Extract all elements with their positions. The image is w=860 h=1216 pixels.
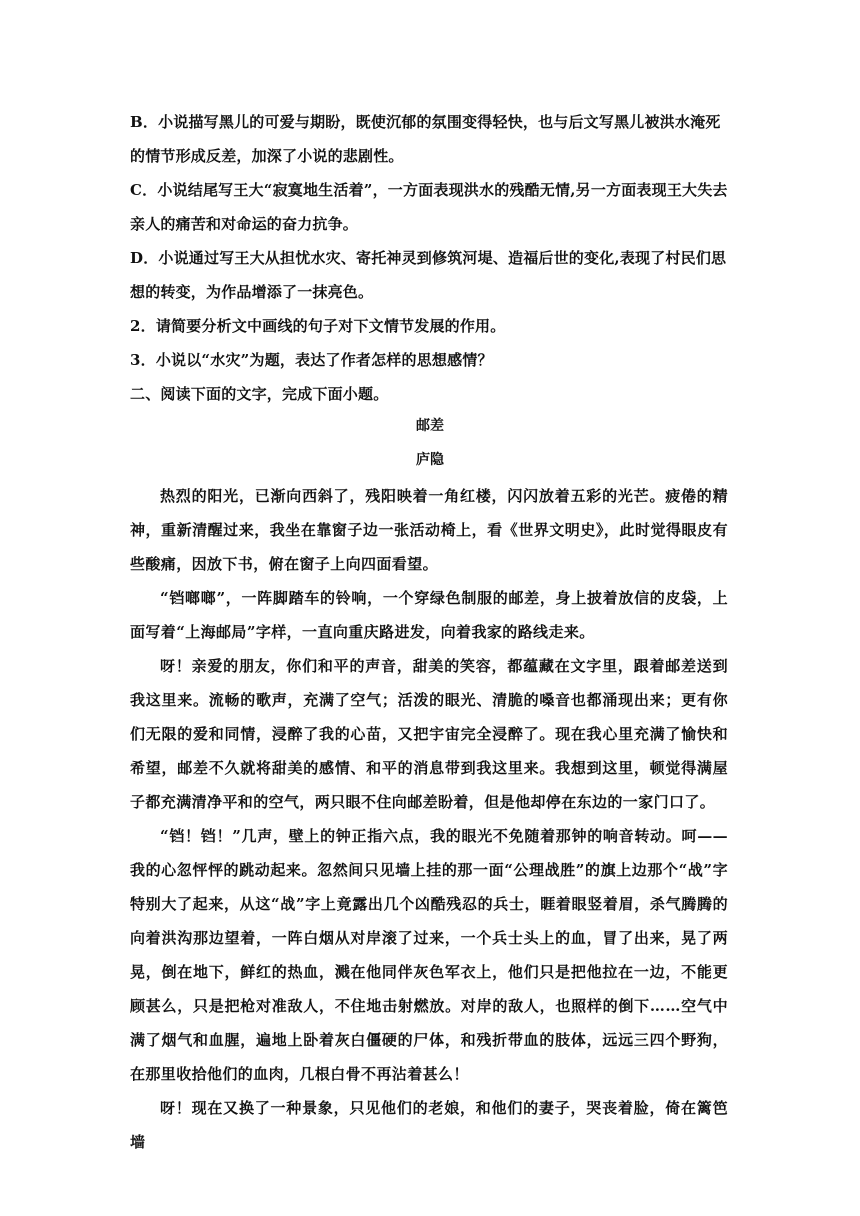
question-option-d: D．小说通过写王大从担忧水灾、寄托神灵到修筑河堤、造福后世的变化,表现了村民们思想的转变，为作品增添了一抹亮色。 [130,249,727,301]
question-3: 3．小说以“水灾”为题，表达了作者怎样的思想感情？ [130,351,493,369]
article-paragraph: “铛啷啷”，一阵脚踏车的铃响，一个穿绿色制服的邮差，身上披着放信的皮袋，上面写着“上海邮局”字样，一直向重庆路进发，向着我家的路线走来。 [130,589,728,641]
article-paragraph: “铛！铛！”几声，壁上的钟正指六点，我的眼光不免随着那钟的响音转动。呵——我的心忽怦怦的跳动起来。忽然间只见墙上挂的那一面“公理战胜”的旗上边那个“战”字特别大了起来，从这“战”字上竟露出几个凶酷残忍的兵士，睚着眼竖着眉，杀气腾腾的向着洪沟那边望着，一阵白烟从对岸滚了过来，一个兵士头上的血，冒了出来，晃了两晃，倒在地下，鲜红的热血，溅在他同伴灰色军衣上，他们只是把他拉在一边，不能更顾甚么，只是把枪对准敌人，不住地击射燃放。对岸的敌人，也照样的倒下……空气中满了烟气和血腥，遍地上卧着灰白僵硬的尸体，和残折带血的肢体，远远三四个野狗，在那里收拾他们的血肉，几根白骨不再沾着甚么！ [130,827,728,1083]
article-title: 邮差 [416,418,444,434]
question-2: 2．请简要分析文中画线的句子对下文情节发展的作用。 [130,317,506,335]
question-option-c: C．小说结尾写王大“寂寞地生活着”，一方面表现洪水的残酷无情,另一方面表现王大失去亲人的痛苦和对命运的奋力抗争。 [130,181,728,233]
article-paragraph: 呀！亲爱的朋友，你们和平的声音，甜美的笑容，都蕴藏在文字里，跟着邮差送到我这里来。流畅的歌声，充满了空气；活泼的眼光、清脆的嗓音也都涌现出来；更有你们无限的爱和同情，浸醉了我的心苗，又把宇宙完全浸醉了。现在我心里充满了愉快和希望，邮差不久就将甜美的感情、和平的消息带到我这里来。我想到这里，顿觉得满屋子都充满清净平和的空气，两只眼不住向邮差盼着，但是他却停在东边的一家门口了。 [130,657,728,811]
article-author: 庐隐 [416,452,444,468]
article-body [130,479,728,1159]
article-paragraph: 呀！现在又换了一种景象，只见他们的老娘，和他们的妻子，哭丧着脸，倚在篱笆墙 [130,1099,728,1151]
question-option-b: B．小说描写黑儿的可爱与期盼，既使沉郁的氛围变得轻快，也与后文写黑儿被洪水淹死的情节形成反差，加深了小说的悲剧性。 [130,113,721,165]
article-paragraph: 热烈的阳光，已渐向西斜了，残阳映着一角红楼，闪闪放着五彩的光芒。疲倦的精神，重新清醒过来，我坐在靠窗子边一张活动椅上，看《世界文明史》，此时觉得眼皮有些酸痛，因放下书，俯在窗子上向四面看望。 [130,487,728,573]
section-2-heading: 二、阅读下面的文字，完成下面小题。 [130,385,389,403]
